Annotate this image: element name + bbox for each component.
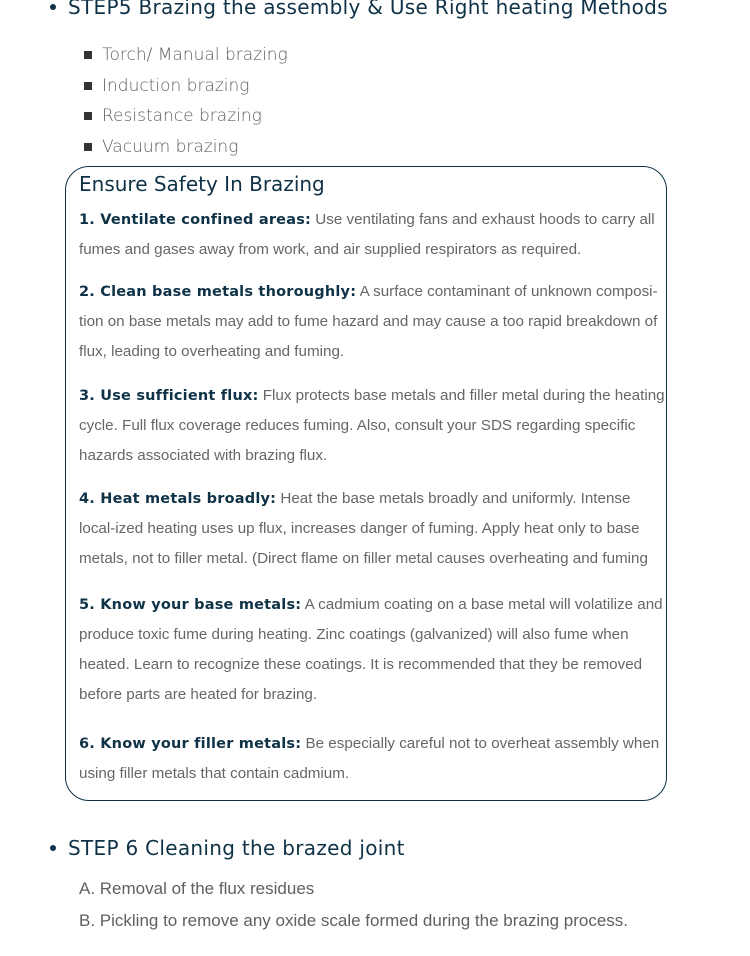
safety-rule: [79, 381, 669, 471]
safety-callout-box: [65, 166, 667, 801]
rule-title: 3. Use sufficient flux:: [79, 388, 259, 404]
square-bullet-icon: [84, 143, 92, 151]
rule-title: 5. Know your base metals:: [79, 597, 302, 613]
square-bullet-icon: [84, 82, 92, 90]
rule-text: Flux protects base metals and filler metal during the heating cycle. Full flux coverage reduces fuming. Also, consult your SDS regarding specific hazards associated with brazing flux.: [79, 387, 665, 464]
list-item: Vacuum brazing: [84, 132, 288, 163]
safety-title: Ensure Safety In Brazing: [79, 172, 325, 196]
square-bullet-icon: [84, 51, 92, 59]
rule-title: 2. Clean base metals thoroughly:: [79, 284, 357, 300]
safety-rule: [79, 590, 669, 710]
safety-rule: [79, 484, 669, 574]
safety-rule: [79, 277, 669, 367]
heating-methods-list: [84, 40, 288, 162]
rule-text: A cadmium coating on a base metal will volatilize and produce toxic fume during heating. Zinc coatings (galvanized) will also fume when heated. Learn to recognize these coatings. It is recommended that they be removed before parts are heated for brazing.: [79, 596, 663, 703]
square-bullet-icon: [84, 112, 92, 120]
rule-text: Use ventilating fans and exhaust hoods to carry all fumes and gases away from work, and air supplied respirators as required.: [79, 211, 655, 258]
step5-heading: [50, 0, 668, 19]
list-item: Torch/ Manual brazing: [84, 40, 288, 71]
bullet-icon: [50, 4, 56, 10]
rule-text: A surface contaminant of unknown composi-tion on base metals may add to fume hazard and may cause a too rapid breakdown of flux, leading to overheating and fuming.: [79, 283, 658, 360]
rule-title: 1. Ventilate confined areas:: [79, 212, 312, 228]
list-item: Resistance brazing: [84, 101, 288, 132]
rule-text: Be especially careful not to overheat assembly when using filler metals that contain cadmium.: [79, 735, 660, 782]
rule-text: Heat the base metals broadly and uniformly. Intense local-ized heating uses up flux, increases danger of fuming. Apply heat only to base metals, not to filler metal. (Direct flame on filler metal causes overheating and fuming: [79, 490, 648, 567]
cleaning-steps-list: [79, 879, 628, 943]
list-item: A. Removal of the flux residues: [79, 879, 315, 898]
safety-rule: [79, 205, 669, 265]
rule-title: 6. Know your filler metals:: [79, 736, 302, 752]
safety-rule: [79, 729, 669, 789]
list-item: B. Pickling to remove any oxide scale formed during the brazing process.: [79, 911, 628, 930]
bullet-icon: [50, 845, 56, 851]
step6-heading: [50, 836, 405, 860]
rule-title: 4. Heat metals broadly:: [79, 491, 277, 507]
step6-heading-text: STEP 6 Cleaning the brazed joint: [68, 836, 405, 860]
list-item: Induction brazing: [84, 71, 288, 102]
step5-heading-text: STEP5 Brazing the assembly & Use Right heating Methods: [68, 0, 668, 19]
